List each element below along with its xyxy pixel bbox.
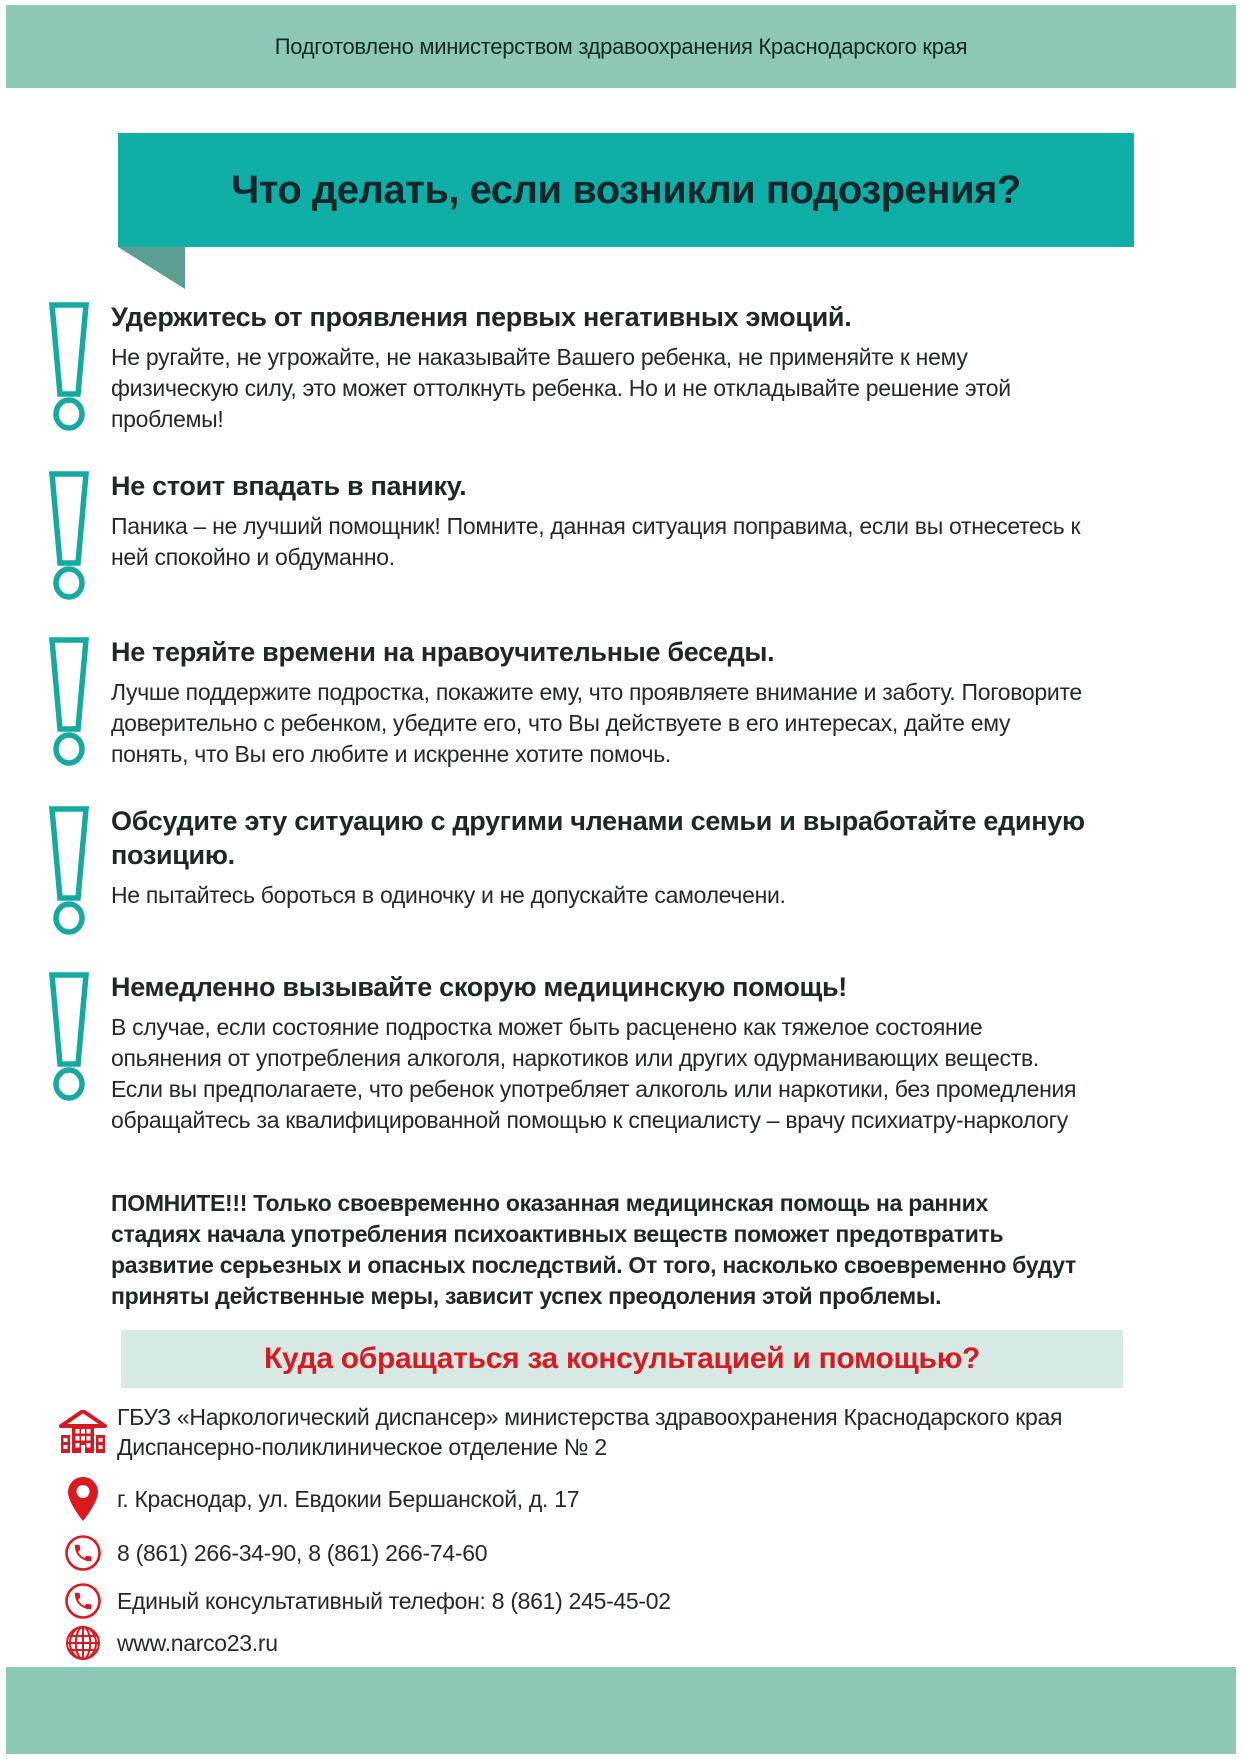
advice-section-3 xyxy=(45,635,1190,770)
advice-body: Лучше поддержите подростка, покажите ему, что проявляете внимание и заботу. Поговорите доверительно с ребенком, убедите его, что Вы действуете в его интересах, дайте ему понять, что Вы его любите и искренне хотите помочь. xyxy=(111,679,1082,767)
phone-icon xyxy=(57,1534,109,1572)
title-fold-corner xyxy=(118,247,185,289)
advice-body: Если вы предполагаете, что ребенок употребляет алкоголь или наркотики, без промедления обращайтесь за квалифицированной помощью к специалисту – врачу психиатру-наркологу xyxy=(111,1076,1077,1133)
globe-icon xyxy=(57,1624,109,1662)
website-text: www.narco23.ru xyxy=(117,1630,278,1656)
exclamation-icon xyxy=(45,970,111,1136)
page-title: Что делать, если возникли подозрения? xyxy=(231,167,1021,212)
advice-heading: Не теряйте времени на нравоучительные беседы. xyxy=(111,637,775,667)
exclamation-icon xyxy=(45,635,111,770)
contact-row-hotline xyxy=(57,1582,1190,1620)
location-pin-icon xyxy=(57,1476,109,1522)
organization-line-1: ГБУЗ «Наркологический диспансер» министерства здравоохранения Краснодарского края xyxy=(117,1404,1063,1430)
advice-text xyxy=(111,635,1086,770)
contact-row-address xyxy=(57,1476,1190,1522)
advice-section-5 xyxy=(45,970,1190,1136)
advice-text xyxy=(111,970,1086,1136)
hotline-text: Единый консультативный телефон: 8 (861) 245-45-02 xyxy=(117,1588,671,1614)
organization-text xyxy=(109,1402,1190,1462)
title-block xyxy=(118,133,1134,289)
address-text: г. Краснодар, ул. Евдокии Бершанской, д. 17 xyxy=(117,1486,580,1512)
advice-section-2 xyxy=(45,469,1190,601)
contact-row-website xyxy=(57,1624,1190,1662)
advice-text xyxy=(111,804,1086,936)
advice-heading: Немедленно вызывайте скорую медицинскую помощь! xyxy=(111,972,847,1002)
advice-body: В случае, если состояние подростка может быть расценено как тяжелое состояние опьянения от употребления алкоголя, наркотиков или других одурманивающих веществ. xyxy=(111,1014,1039,1071)
contact-row-phones xyxy=(57,1534,1190,1572)
bottom-strip xyxy=(6,1667,1236,1754)
contacts-block xyxy=(57,1402,1190,1662)
contact-row-organization xyxy=(57,1402,1190,1462)
organization-line-2: Диспансерно-поликлиническое отделение № 2 xyxy=(117,1434,607,1460)
advice-body: Паника – не лучший помощник! Помните, данная ситуация поправима, если вы отнесетесь к ней спокойно и обдуманно. xyxy=(111,513,1081,570)
building-icon xyxy=(57,1410,109,1454)
advice-body: Не пытайтесь бороться в одиночку и не допускайте самолечени. xyxy=(111,882,786,908)
top-banner xyxy=(6,5,1236,88)
exclamation-icon xyxy=(45,469,111,601)
advice-heading: Удержитесь от проявления первых негативных эмоций. xyxy=(111,302,852,332)
advice-text xyxy=(111,300,1086,435)
advice-heading: Не стоит впадать в панику. xyxy=(111,471,467,501)
advice-sections xyxy=(45,300,1190,1662)
help-banner xyxy=(121,1330,1123,1388)
advice-section-4 xyxy=(45,804,1190,936)
phones-text: 8 (861) 266-34-90, 8 (861) 266-74-60 xyxy=(117,1540,488,1566)
exclamation-icon xyxy=(45,804,111,936)
exclamation-icon xyxy=(45,300,111,435)
advice-body: Не ругайте, не угрожайте, не наказывайте Вашего ребенка, не применяйте к нему физическую силу, это может оттолкнуть ребенка. Но и не откладывайте решение этой проблемы! xyxy=(111,344,1011,432)
phone-icon xyxy=(57,1582,109,1620)
advice-text xyxy=(111,469,1086,601)
page-title-box xyxy=(118,133,1134,247)
reminder-paragraph: ПОМНИТЕ!!! Только своевременно оказанная медицинская помощь на ранних стадиях начала употребления психоактивных веществ поможет предотвратить развитие серьезных и опасных последствий. От того, насколько своевременно будут приняты действенные меры, зависит успех преодоления этой проблемы. xyxy=(111,1190,1077,1309)
advice-heading: Обсудите эту ситуацию с другими членами семьи и выработайте единую позицию. xyxy=(111,806,1085,870)
advice-section-1 xyxy=(45,300,1190,435)
top-banner-text: Подготовлено министерством здравоохранения Краснодарского края xyxy=(274,33,968,59)
help-banner-text: Куда обращаться за консультацией и помощью? xyxy=(263,1342,981,1375)
